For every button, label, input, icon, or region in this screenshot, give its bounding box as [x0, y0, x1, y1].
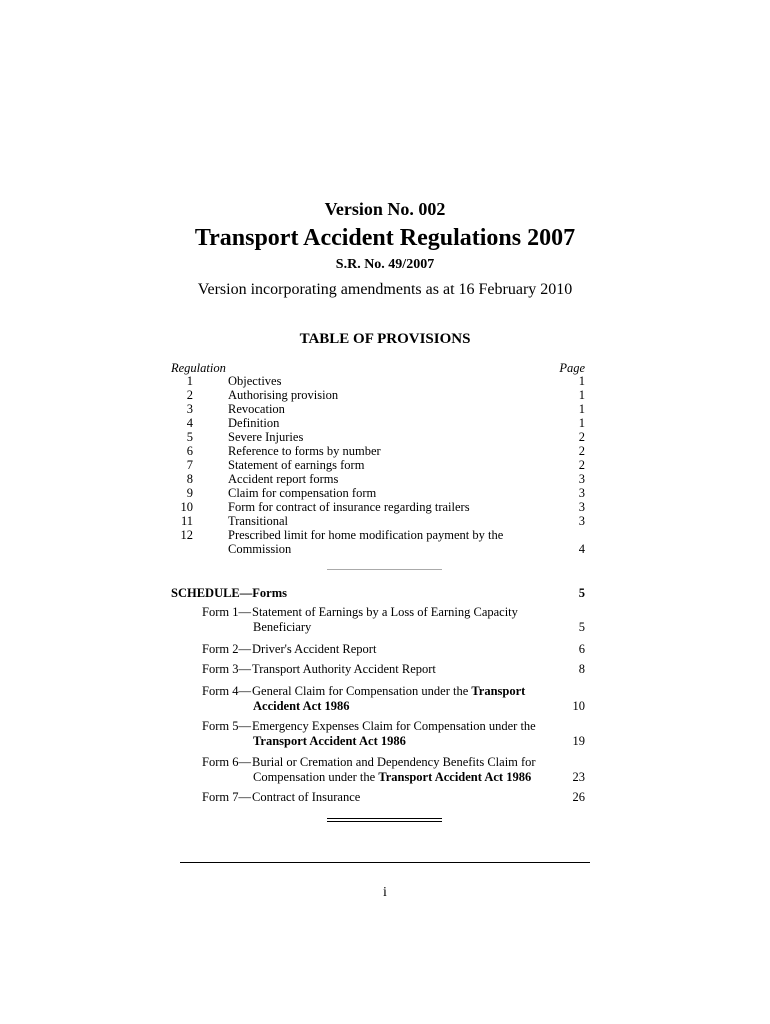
regulation-page: 1 [578, 388, 585, 402]
regulation-number: 9 [186, 486, 193, 500]
form-title-line [252, 684, 525, 698]
regulation-number: 8 [186, 472, 193, 486]
regulation-column-header: Regulation [171, 361, 226, 375]
form-page: 26 [572, 790, 585, 804]
form-title-segment: Accident Act 1986 [253, 699, 350, 713]
form-label: Form 6— [202, 755, 251, 769]
regulation-title: Definition [228, 416, 280, 430]
regulation-page: 2 [578, 430, 585, 444]
regulation-number: 7 [186, 458, 193, 472]
end-rule-top [327, 818, 442, 819]
form-title-segment: Transport Accident Act 1986 [378, 770, 532, 784]
form-title-segment: Driver's Accident Report [252, 642, 377, 656]
regulation-page: 1 [578, 374, 585, 388]
form-label: Form 2— [202, 642, 251, 656]
regulation-page: 2 [578, 458, 585, 472]
regulation-page: 1 [578, 416, 585, 430]
divider [327, 569, 442, 570]
regulation-page: 2 [578, 444, 585, 458]
form-label: Form 4— [202, 684, 251, 698]
schedule-page: 5 [578, 586, 585, 600]
footer-rule [180, 862, 590, 863]
regulation-number: 11 [180, 514, 193, 528]
form-title-segment: Compensation under the [253, 770, 379, 784]
form-title-segment: Transport [471, 684, 526, 698]
form-title-segment: Transport Accident Act 1986 [253, 734, 406, 748]
regulation-number: 2 [186, 388, 193, 402]
form-title-segment: Statement of Earnings by a Loss of Earning Capacity [252, 605, 518, 619]
form-title-line [253, 620, 311, 634]
regulation-number: 4 [186, 416, 193, 430]
form-title-line [252, 719, 536, 733]
regulation-title: Severe Injuries [228, 430, 304, 444]
regulation-title: Transitional [228, 514, 288, 528]
form-title-line [253, 734, 406, 748]
form-page: 23 [572, 770, 585, 784]
regulation-number: 6 [186, 444, 193, 458]
form-title-segment: Contract of Insurance [252, 790, 361, 804]
regulation-title: Authorising provision [228, 388, 339, 402]
regulation-title: Statement of earnings form [228, 458, 365, 472]
form-title-line [252, 642, 376, 656]
form-title-segment: Beneficiary [253, 620, 312, 634]
form-title-line [252, 755, 536, 769]
form-title-line [252, 605, 518, 619]
version-number: Version No. 002 [324, 199, 446, 219]
schedule-title: SCHEDULE—Forms [171, 586, 287, 600]
version-incorporating: Version incorporating amendments as at 16 February 2010 [197, 281, 573, 298]
page-column-header: Page [559, 361, 585, 375]
form-title-segment: General Claim for Compensation under the [252, 684, 472, 698]
regulation-page: 4 [578, 542, 585, 556]
regulation-number: 5 [186, 430, 193, 444]
regulation-title: Prescribed limit for home modification payment by the [228, 528, 504, 542]
form-page: 8 [578, 662, 585, 676]
form-title-line [252, 790, 360, 804]
regulation-number: 10 [180, 500, 193, 514]
regulation-title: Commission [228, 542, 292, 556]
form-page: 6 [578, 642, 585, 656]
form-label: Form 3— [202, 662, 251, 676]
footer-page-number: i [383, 885, 387, 900]
toc-title: TABLE OF PROVISIONS [299, 331, 471, 347]
form-page: 5 [578, 620, 585, 634]
form-title-segment: Transport Authority Accident Report [252, 662, 436, 676]
sr-number: S.R. No. 49/2007 [335, 257, 435, 272]
form-page: 19 [572, 734, 585, 748]
regulation-page: 3 [578, 472, 585, 486]
regulation-title: Accident report forms [228, 472, 339, 486]
regulation-page: 3 [578, 514, 585, 528]
end-rule-bottom [327, 821, 442, 822]
document-title: Transport Accident Regulations 2007 [194, 225, 576, 251]
regulation-title: Revocation [228, 402, 285, 416]
form-title-segment: Emergency Expenses Claim for Compensation under the [252, 719, 536, 733]
regulation-page: 3 [578, 500, 585, 514]
form-title-line [253, 770, 531, 784]
regulation-title: Reference to forms by number [228, 444, 381, 458]
form-title-line [253, 699, 350, 713]
regulation-page: 1 [578, 402, 585, 416]
form-title-segment: Burial or Cremation and Dependency Benefits Claim for [252, 755, 536, 769]
regulation-number: 1 [186, 374, 193, 388]
regulation-page: 3 [578, 486, 585, 500]
regulation-number: 12 [180, 528, 193, 542]
regulation-title: Claim for compensation form [228, 486, 377, 500]
regulation-title: Objectives [228, 374, 282, 388]
form-title-line [252, 662, 436, 676]
regulation-number: 3 [186, 402, 193, 416]
regulation-title: Form for contract of insurance regarding trailers [228, 500, 470, 514]
form-label: Form 5— [202, 719, 251, 733]
form-label: Form 1— [202, 605, 251, 619]
form-page: 10 [572, 699, 585, 713]
form-label: Form 7— [202, 790, 251, 804]
